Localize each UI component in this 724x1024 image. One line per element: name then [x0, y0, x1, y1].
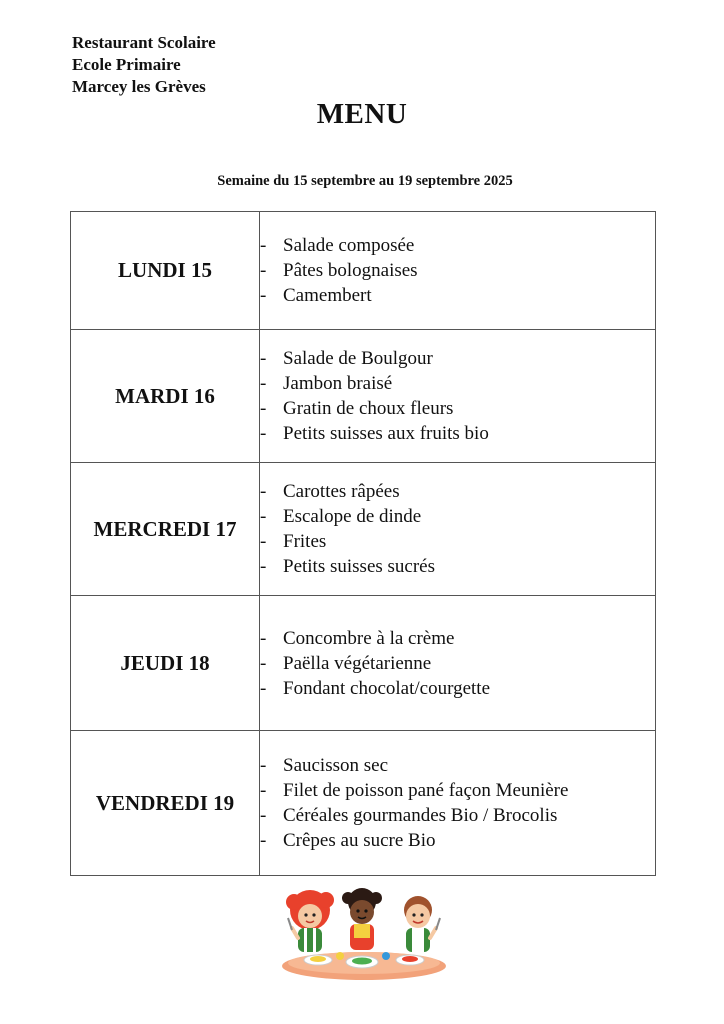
town-name: Marcey les Grèves	[72, 77, 206, 96]
dishes-cell	[260, 463, 656, 596]
dish-item: - Salade de Boulgour	[260, 346, 655, 371]
dish-item: - Céréales gourmandes Bio / Brocolis	[260, 803, 655, 828]
dishes-cell	[260, 596, 656, 731]
dish-list	[260, 346, 655, 446]
day-label: JEUDI 18	[71, 596, 260, 731]
table-row	[71, 463, 656, 596]
dish-item: - Pâtes bolognaises	[260, 258, 655, 283]
children-eating-icon	[278, 888, 450, 982]
school-header	[72, 32, 216, 98]
dish-list	[260, 753, 655, 853]
dish-item: - Concombre à la crème	[260, 626, 655, 651]
dish-item: - Carottes râpées	[260, 479, 655, 504]
dish-item: - Crêpes au sucre Bio	[260, 828, 655, 853]
dish-item: - Paëlla végétarienne	[260, 651, 655, 676]
day-label: MERCREDI 17	[71, 463, 260, 596]
dish-item: - Salade composée	[260, 233, 655, 258]
day-label: LUNDI 15	[71, 212, 260, 330]
dish-list	[260, 233, 655, 308]
table-row	[71, 596, 656, 731]
school-name: Ecole Primaire	[72, 55, 181, 74]
dish-item: - Petits suisses aux fruits bio	[260, 421, 655, 446]
table-row	[71, 330, 656, 463]
dish-item: - Jambon braisé	[260, 371, 655, 396]
table-row	[71, 731, 656, 876]
restaurant-name: Restaurant Scolaire	[72, 33, 216, 52]
table-row	[71, 212, 656, 330]
dish-item: - Fondant chocolat/courgette	[260, 676, 655, 701]
dishes-cell	[260, 330, 656, 463]
dish-item: - Escalope de dinde	[260, 504, 655, 529]
menu-table	[70, 211, 656, 876]
dish-item: - Saucisson sec	[260, 753, 655, 778]
day-label: VENDREDI 19	[71, 731, 260, 876]
dishes-cell	[260, 212, 656, 330]
dish-item: - Camembert	[260, 283, 655, 308]
dishes-cell	[260, 731, 656, 876]
week-range: Semaine du 15 septembre au 19 septembre 2025	[217, 173, 513, 189]
day-label: MARDI 16	[71, 330, 260, 463]
dish-list	[260, 479, 655, 579]
dish-item: - Gratin de choux fleurs	[260, 396, 655, 421]
menu-title: MENU	[316, 98, 408, 130]
dish-item: - Frites	[260, 529, 655, 554]
dish-item: - Petits suisses sucrés	[260, 554, 655, 579]
dish-item: - Filet de poisson pané façon Meunière	[260, 778, 655, 803]
dish-list	[260, 626, 655, 701]
